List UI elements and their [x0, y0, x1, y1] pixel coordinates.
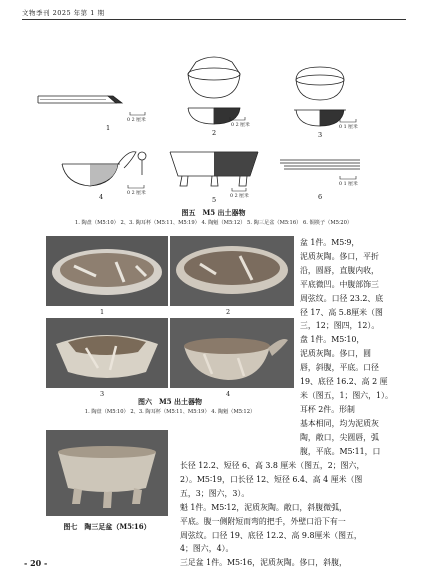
plate-drawing	[38, 96, 145, 115]
fig5-label-3: 3	[318, 131, 323, 139]
photo-ear-cup-2	[170, 236, 294, 306]
column-line: 径 17、高 5.8厘米（图	[300, 307, 383, 317]
fig6-label-1: 1	[100, 308, 105, 316]
figure6-subcaption: 1. 陶盘（M5∶10） 2、3. 陶耳杯（M5∶11、M5∶19） 4. 陶魁（M5∶12）	[84, 409, 256, 415]
scale-label-1: 0 2 厘米	[127, 118, 146, 123]
wide-line: 平底。腹一侧附短而弯的把手，外壁口沿下有一	[180, 516, 346, 526]
fig5-label-2: 2	[212, 129, 217, 137]
fig6-label-3: 3	[100, 390, 105, 398]
ear-cup-drawing-3	[294, 67, 356, 126]
figure7-caption: 图七 陶三足盆（M5∶16）	[63, 522, 151, 531]
wide-line: 2）。M5∶19，口长径 12、短径 6.4、高 4 厘米（图	[180, 474, 363, 484]
column-line: 泥质灰陶。侈口，圆	[300, 349, 372, 359]
column-line: 沿，圆唇，直腹内收，	[300, 265, 379, 275]
wide-line: 长径 12.2、短径 6、高 3.8 厘米（图五，2；图六，	[180, 461, 365, 470]
fig5-label-4: 4	[99, 193, 104, 201]
column-line: 三，12；图四，12）。	[300, 321, 380, 331]
column-line: 盆 1件。M5∶9，	[300, 238, 360, 247]
scale-label-5: 0 2 厘米	[230, 194, 249, 199]
scale-label-2: 0 2 厘米	[231, 123, 250, 128]
fig6-label-2: 2	[226, 308, 231, 316]
scale-label-3: 0 1 厘米	[339, 125, 358, 130]
column-line: 盘 1件。M5∶10，	[300, 335, 365, 345]
wide-line: 五，3；图六，3）。	[180, 488, 250, 498]
ear-cup-drawing-2	[188, 57, 245, 124]
column-line: 周弦纹。口径 23.2、底	[300, 293, 384, 303]
chopsticks-drawing	[280, 160, 360, 179]
photo-ear-cup-3	[46, 318, 168, 388]
column-line: 耳杯 2件。形制	[300, 404, 355, 414]
figure5-subcaption: 1. 陶盘（M5∶10） 2、3. 陶耳杯（M5∶11、M5∶19） 4. 陶魁（M5∶12） 5. 陶三足盆（M5∶16） 6. 铜筷子（M5∶20）	[74, 220, 353, 226]
column-line: 腹，平底。M5∶11，口	[300, 446, 381, 456]
body-wide-text	[180, 459, 410, 570]
column-line: 陶，敞口，尖圆唇，弧	[300, 432, 379, 442]
body-column-text	[300, 236, 410, 459]
wide-line: 魁 1件。M5∶12，泥质灰陶。敞口，斜腹微弧，	[180, 502, 347, 512]
running-head: 文物季刊 2025 年第 1 期	[22, 9, 105, 17]
scale-label-6: 0 1 厘米	[339, 182, 358, 187]
column-line: 基本相同，均为泥质灰	[300, 418, 379, 428]
figure5-caption: 图五 M5 出土器物	[181, 208, 246, 217]
fig6-label-4: 4	[226, 390, 231, 398]
fig5-label-1: 1	[106, 124, 111, 132]
column-line: 唇，斜腹，平底。口径	[300, 363, 379, 373]
column-line: 19、底径 16.2、高 2 厘	[300, 377, 388, 387]
page-number: - 20 -	[24, 558, 48, 568]
tripod-basin-drawing	[170, 152, 258, 191]
wide-line: 4；图六，4）。	[180, 544, 234, 554]
column-line: 泥质灰陶。侈口，平折	[300, 251, 379, 261]
photo-tripod-basin	[46, 430, 168, 516]
wide-line: 周弦纹。口径 19、底径 12.2、高 9.8厘米（图五，	[180, 530, 362, 540]
fig5-label-5: 5	[212, 196, 217, 204]
photo-ladle	[170, 318, 294, 388]
column-line: 平底微凹。中腹部饰三	[300, 279, 379, 289]
ladle-drawing	[62, 152, 146, 188]
photo-plate	[46, 236, 168, 306]
wide-line: 三足盆 1件。M5∶16，泥质灰陶。侈口，斜腹，	[180, 558, 347, 568]
figure6-caption: 图六 M5 出土器物	[137, 397, 203, 406]
fig5-label-6: 6	[318, 193, 323, 201]
scale-label-4: 0 2 厘米	[127, 191, 146, 196]
column-line: 米（图五，1；图六，1）。	[300, 390, 393, 400]
